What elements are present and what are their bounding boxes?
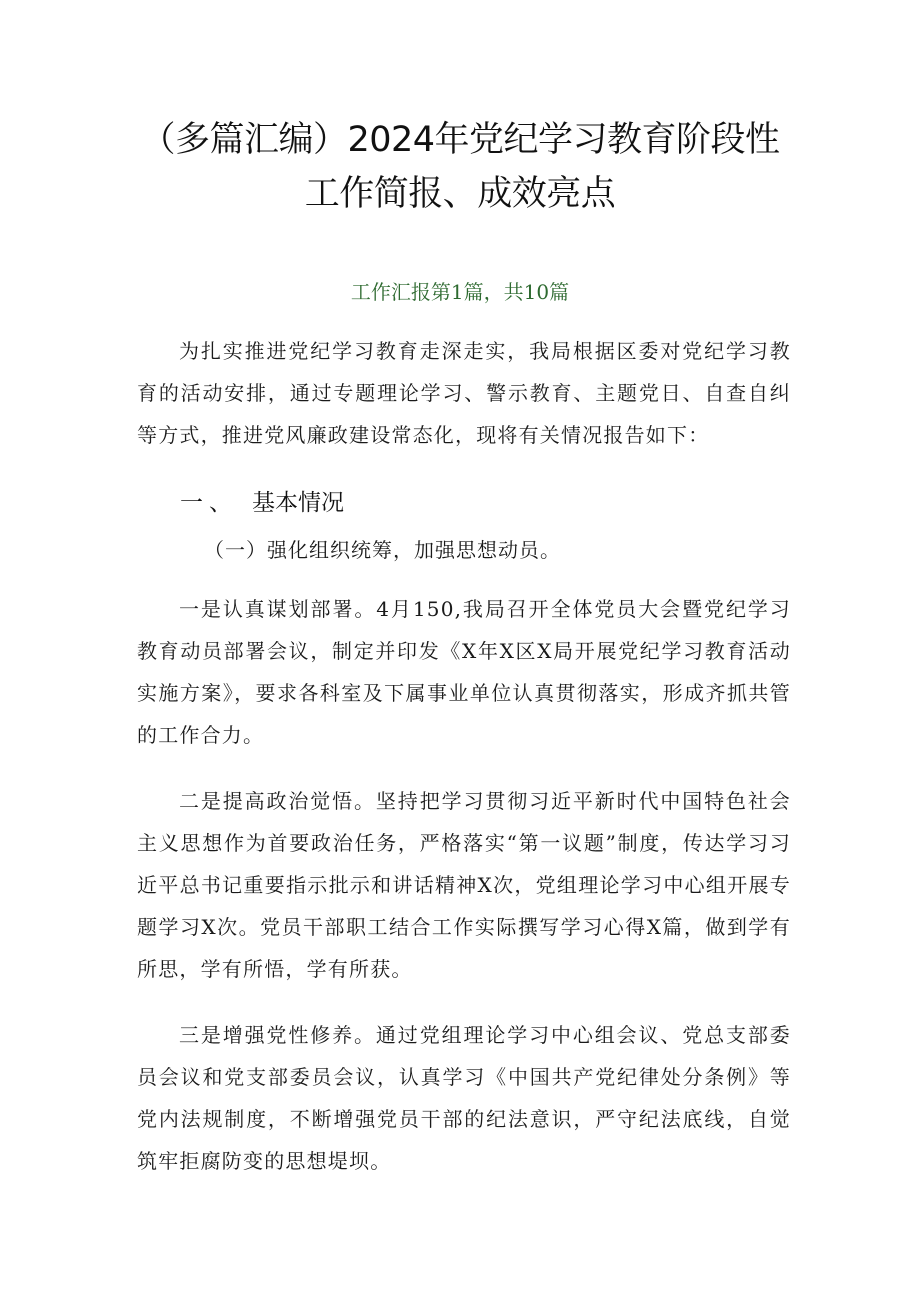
body-paragraph-3: 三是增强党性修养。通过党组理论学习中心组会议、党总支部委员会议和党支部委员会议，认真学习《中国共产党纪律处分条例》等党内法规制度，不断增强党员干部的纪法意识，严守纪法底线，自觉筑牢拒腐防变的思想堤坝。	[137, 1023, 791, 1173]
subsection-heading: （一）强化组织统筹，加强思想动员。	[204, 538, 561, 562]
document-title-line2: 工作简报、成效亮点	[304, 174, 616, 214]
intro-paragraph: 为扎实推进党纪学习教育走深走实，我局根据区委对党纪学习教育的活动安排，通过专题理论学习、警示教育、主题党日、自查自纠等方式，推进党风廉政建设常态化，现将有关情况报告如下：	[137, 339, 791, 447]
section-title: 基本情况	[252, 490, 344, 516]
body-paragraph-1: 一是认真谋划部署。4月150,我局召开全体党员大会暨党纪学习教育动员部署会议，制定并印发《X年X区X局开展党纪学习教育活动实施方案》，要求各科室及下属事业单位认真贯彻落实，形成齐抓共管的工作合力。	[137, 597, 791, 747]
document-title-line1: （多篇汇编）2024年党纪学习教育阶段性	[140, 120, 780, 160]
document-subtitle: 工作汇报第1篇，共10篇	[350, 280, 570, 304]
section-number: 一、	[180, 490, 238, 516]
section-heading	[180, 484, 344, 517]
body-paragraph-2: 二是提高政治觉悟。坚持把学习贯彻习近平新时代中国特色社会主义思想作为首要政治任务，严格落实“第一议题”制度，传达学习习近平总书记重要指示批示和讲话精神X次，党组理论学习中心组开展专题学习X次。党员干部职工结合工作实际撰写学习心得X篇，做到学有所思，学有所悟，学有所获。	[137, 789, 791, 981]
